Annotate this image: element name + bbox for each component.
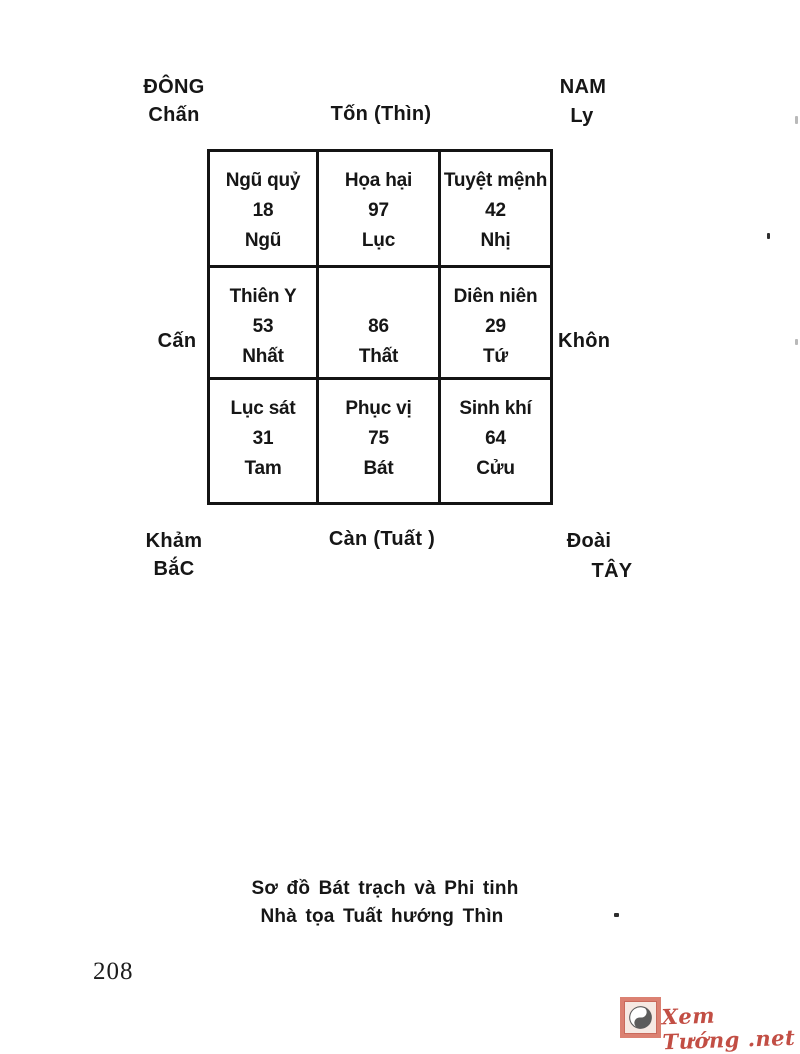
direction-label-dong: ĐÔNG — [143, 76, 205, 98]
scan-speck — [614, 913, 619, 917]
grid-cell-luc-sat — [210, 380, 319, 502]
cell-number: 97 — [368, 200, 389, 221]
cell-number: 86 — [368, 316, 389, 337]
cell-star: Nhị — [480, 230, 511, 251]
direction-label-nam: NAM — [559, 76, 607, 98]
cell-star: Cửu — [476, 458, 515, 479]
grid-cell-phuc-vi — [319, 380, 441, 502]
cell-number: 64 — [485, 428, 506, 449]
cell-number: 75 — [368, 428, 389, 449]
cell-name: Ngũ quỷ — [225, 170, 301, 191]
scan-speck — [795, 339, 798, 345]
cell-name: Thiên Y — [229, 286, 297, 307]
cell-star: Tam — [244, 458, 282, 479]
direction-label-bac: BắC — [153, 558, 195, 580]
grid-cell-sinh-khi — [441, 380, 550, 502]
scan-speck — [795, 116, 798, 124]
direction-label-tay: TÂY — [591, 560, 633, 582]
cell-name: Diên niên — [453, 286, 538, 307]
trigram-label-can: Cấn — [157, 330, 197, 352]
cell-star: Ngũ — [244, 230, 282, 251]
cell-name: Lục sát — [230, 398, 296, 419]
cell-star: Lục — [361, 230, 396, 251]
trigram-label-kham: Khảm — [145, 530, 203, 552]
cell-number: 53 — [252, 316, 274, 337]
page-number: 208 — [93, 958, 134, 985]
grid-cell-tuyet-menh — [441, 152, 550, 268]
trigram-label-doai: Đoài — [566, 530, 612, 552]
cell-star: Bát — [363, 458, 394, 479]
cell-name: Sinh khí — [459, 398, 532, 419]
cell-name: Phục vị — [345, 398, 412, 419]
watermark-text: Xem Tướng .net — [661, 1002, 796, 1054]
grid-cell-hoa-hai — [319, 152, 441, 268]
grid-cell-thien-y — [210, 268, 319, 380]
grid-cell-dien-nien — [441, 268, 550, 380]
cell-name — [319, 282, 438, 312]
trigram-label-chan: Chấn — [148, 104, 200, 126]
cell-number: 18 — [252, 200, 274, 221]
scan-speck — [767, 233, 770, 239]
grid-cell-ngu-quy — [210, 152, 319, 268]
trigram-label-ly: Ly — [570, 105, 594, 127]
caption-line-1: Sơ đồ Bát trạch và Phi tinh — [251, 878, 519, 899]
grid-cell-center — [319, 268, 441, 380]
cell-star: Tứ — [483, 346, 508, 367]
bagua-grid — [207, 149, 553, 505]
cell-name: Họa hại — [344, 170, 413, 191]
trigram-label-khon: Khôn — [558, 330, 611, 352]
cell-number: 42 — [485, 200, 506, 221]
trigram-label-can-tuat: Càn (Tuất ) — [328, 528, 436, 550]
caption-line-2: Nhà tọa Tuất hướng Thìn — [260, 906, 504, 927]
cell-star: Nhất — [242, 346, 284, 367]
watermark-logo-frame — [620, 997, 661, 1038]
cell-number: 31 — [252, 428, 274, 449]
yin-yang-icon — [627, 1004, 654, 1031]
cell-number: 29 — [485, 316, 506, 337]
trigram-label-ton: Tốn (Thìn) — [330, 103, 432, 125]
cell-star: Thất — [358, 346, 399, 367]
cell-name: Tuyệt mệnh — [443, 170, 548, 191]
